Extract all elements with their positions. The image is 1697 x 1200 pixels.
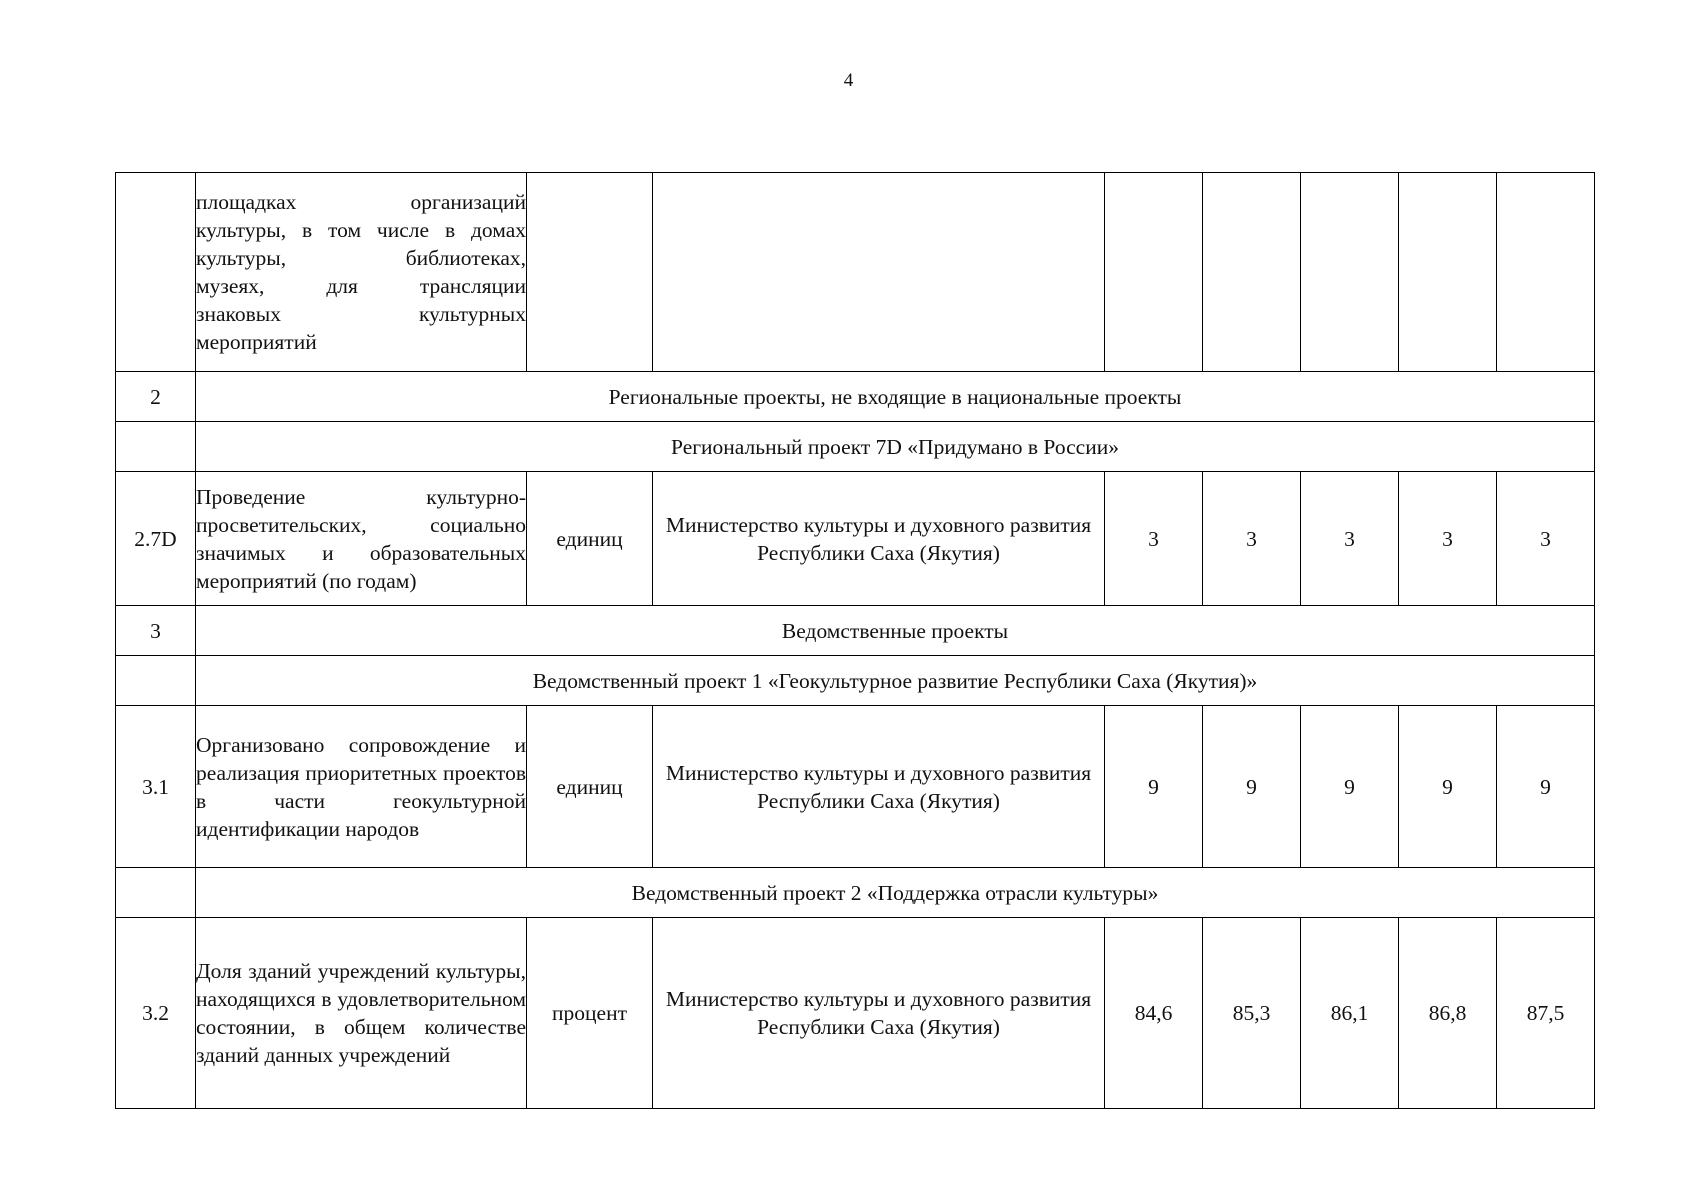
value-cell — [1399, 173, 1497, 372]
section-title: Региональные проекты, не входящие в национальные проекты — [196, 372, 1595, 422]
description-line: знаковых культурных — [196, 302, 526, 326]
value-cell: 84,6 — [1105, 918, 1203, 1109]
section-row — [116, 372, 1595, 422]
project-row — [116, 422, 1595, 472]
project-title: Региональный проект 7D «Придумано в России» — [196, 422, 1595, 472]
value-cell: 86,8 — [1399, 918, 1497, 1109]
unit-cell — [527, 173, 653, 372]
value-cell: 86,1 — [1301, 918, 1399, 1109]
indicator-description: Организовано сопровождение и реализация приоритетных проектов в части геокультурной идентификации народов — [196, 706, 527, 868]
value-cell: 87,5 — [1497, 918, 1595, 1109]
value-cell: 9 — [1203, 706, 1301, 868]
table-row — [116, 918, 1595, 1109]
indicator-description: Доля зданий учреждений культуры, находящихся в удовлетворительном состоянии, в общем количестве зданий данных учреждений — [196, 918, 527, 1109]
value-cell: 3 — [1203, 472, 1301, 606]
project-title: Ведомственный проект 2 «Поддержка отрасли культуры» — [196, 868, 1595, 918]
page-number: 4 — [843, 70, 854, 91]
section-row — [116, 606, 1595, 656]
row-number-cell — [116, 868, 196, 918]
section-number: 3 — [116, 606, 196, 656]
row-number-cell — [116, 422, 196, 472]
row-number: 2.7D — [116, 472, 196, 606]
description-line: мероприятий — [196, 330, 317, 354]
value-cell: 3 — [1105, 472, 1203, 606]
value-cell: 9 — [1399, 706, 1497, 868]
project-title: Ведомственный проект 1 «Геокультурное развитие Республики Саха (Якутия)» — [196, 656, 1595, 706]
value-cell: 3 — [1497, 472, 1595, 606]
table-row-continued — [116, 173, 1595, 372]
value-cell — [1105, 173, 1203, 372]
responsible-cell: Министерство культуры и духовного развития Республики Саха (Якутия) — [653, 472, 1105, 606]
table-row — [116, 706, 1595, 868]
unit-cell: процент — [527, 918, 653, 1109]
description-line: культуры, библиотеках, — [196, 246, 526, 270]
value-cell: 9 — [1301, 706, 1399, 868]
row-number-cell — [116, 656, 196, 706]
project-row — [116, 656, 1595, 706]
indicator-description — [196, 173, 527, 372]
row-number: 3.1 — [116, 706, 196, 868]
indicators-table — [115, 172, 1595, 1109]
value-cell: 85,3 — [1203, 918, 1301, 1109]
unit-cell: единиц — [527, 472, 653, 606]
unit-cell: единиц — [527, 706, 653, 868]
value-cell: 9 — [1497, 706, 1595, 868]
project-row — [116, 868, 1595, 918]
value-cell — [1497, 173, 1595, 372]
responsible-cell: Министерство культуры и духовного развития Республики Саха (Якутия) — [653, 918, 1105, 1109]
value-cell: 3 — [1301, 472, 1399, 606]
value-cell — [1301, 173, 1399, 372]
indicator-description: Проведение культурно-просветительских, социально значимых и образовательных мероприятий (по годам) — [196, 472, 527, 606]
section-title: Ведомственные проекты — [196, 606, 1595, 656]
responsible-cell: Министерство культуры и духовного развития Республики Саха (Якутия) — [653, 706, 1105, 868]
section-number: 2 — [116, 372, 196, 422]
value-cell — [1203, 173, 1301, 372]
value-cell: 9 — [1105, 706, 1203, 868]
row-number-cell — [116, 173, 196, 372]
table-row — [116, 472, 1595, 606]
row-number: 3.2 — [116, 918, 196, 1109]
value-cell: 3 — [1399, 472, 1497, 606]
description-line: культуры, в том числе в домах — [196, 218, 526, 242]
description-line: площадках организаций — [196, 190, 526, 214]
responsible-cell — [653, 173, 1105, 372]
description-line: музеях, для трансляции — [196, 274, 526, 298]
